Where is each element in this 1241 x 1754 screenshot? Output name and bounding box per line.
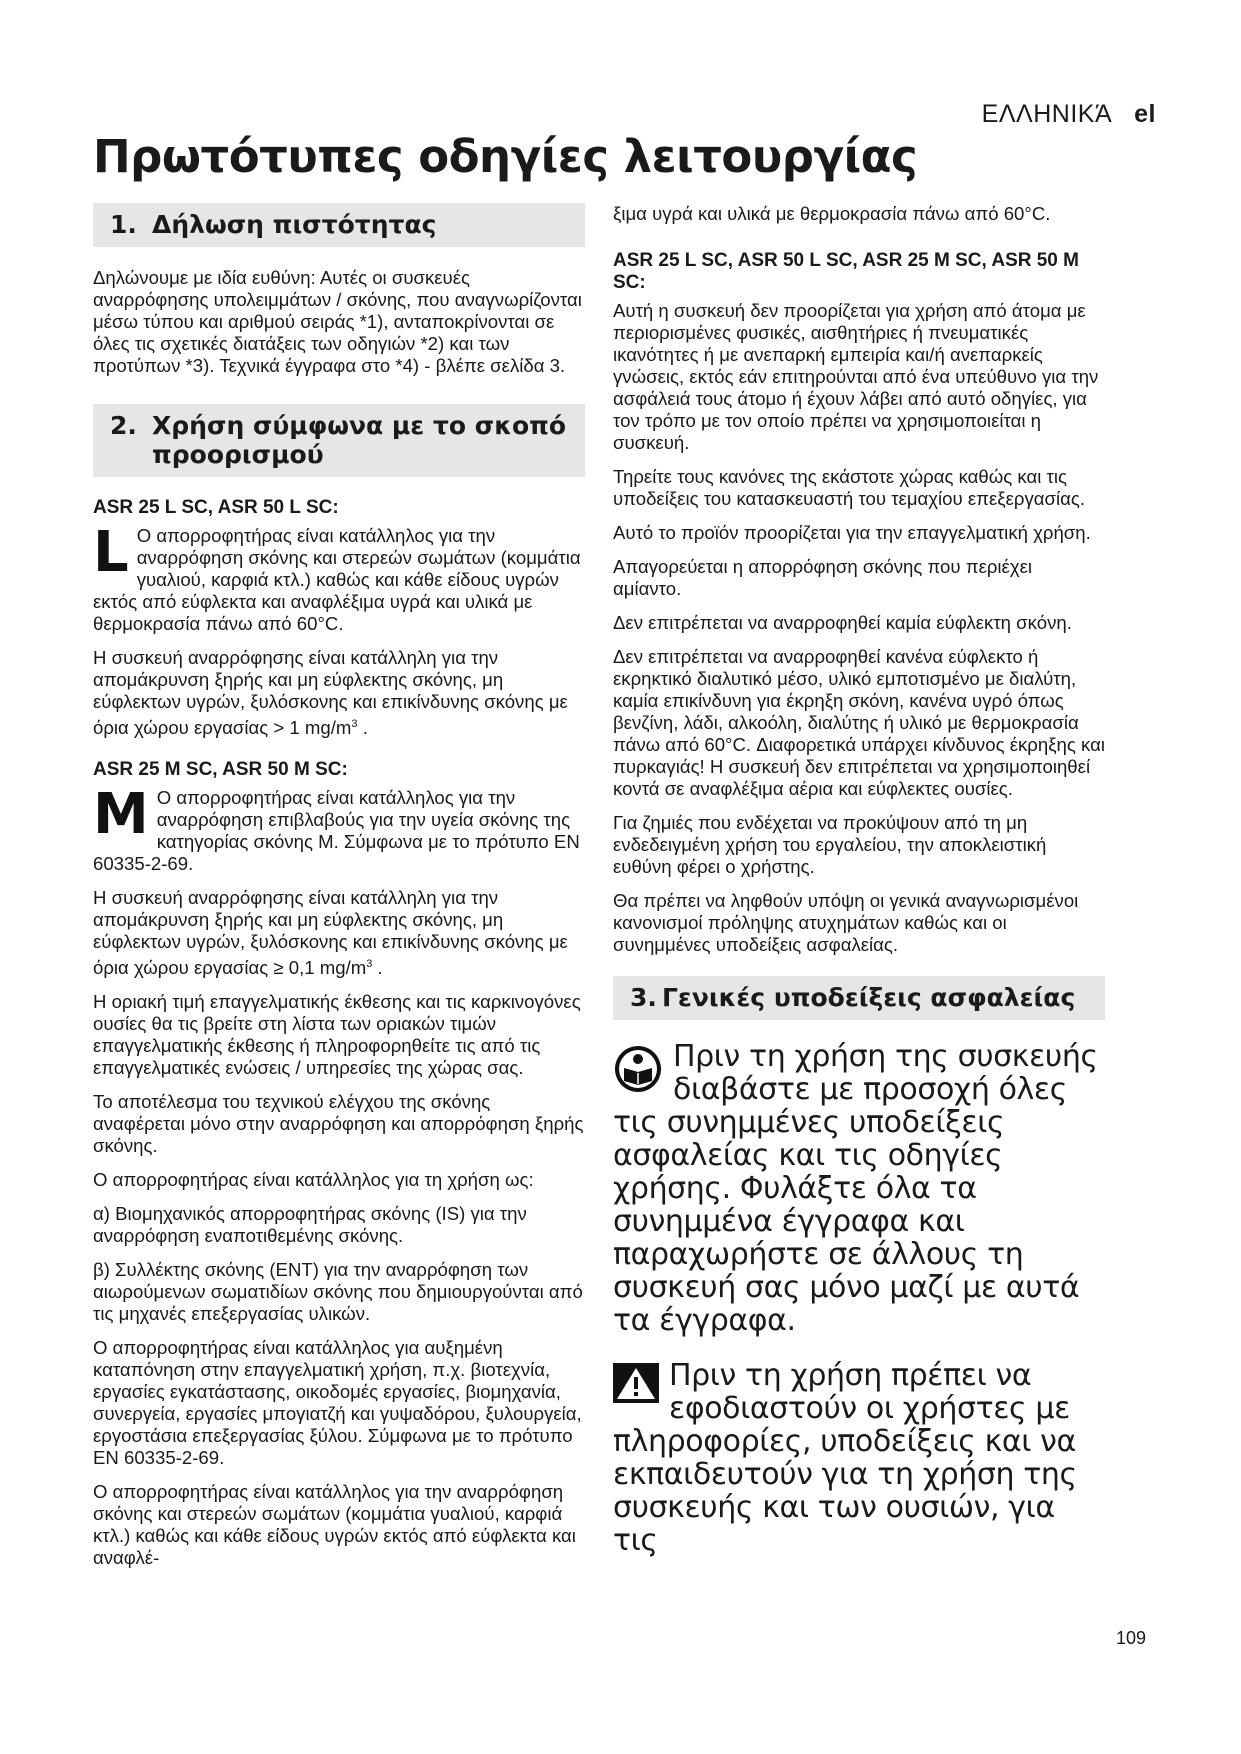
section-3-title: Γενικές υποδείξεις ασφαλείας [662, 983, 1076, 1012]
suitable-use-text: Ο απορροφητήρας είναι κατάλληλος για τη χρήση ως: [93, 1169, 534, 1191]
read-instructions-body: Πριν τη χρήση της συσκευής διαβάστε με προσοχή όλες τις συνημμένες υποδείξεις ασφαλείας και τις οδηγίες χρήσης. Φυλάξτε όλα τα συνημμένα έγγραφα και παραχωρήστε σε άλλους τη συσκευή σας μόνο μαζί με αυτά τα έγγραφα. [613, 1039, 1098, 1338]
section-2-title: Χρήση σύμφωνα με το σκοπό προορισμού [152, 411, 567, 469]
section-1-number: 1. [110, 210, 137, 239]
left-column [93, 203, 585, 1581]
professional-use-text: Αυτό το προϊόν προορίζεται για την επαγγελματική χρήση. [613, 522, 1091, 543]
section-3-heading [613, 976, 1105, 1020]
l-class-text [93, 520, 585, 635]
flammable-dust-text: Δεν επιτρέπεται να αναρροφηθεί καμία εύφλεκτη σκόνη. [613, 612, 1072, 633]
m-class-limits-end: . [372, 957, 383, 979]
section-2-heading [93, 404, 585, 477]
read-instructions-text [613, 1040, 1105, 1337]
m-class-heading: ASR 25 M SC, ASR 50 M SC: [93, 759, 348, 781]
section-1-heading [93, 203, 585, 247]
l-class-limits-end: . [357, 717, 368, 739]
l-class-limits-sup: 3 [351, 718, 358, 730]
declaration-text: Δηλώνουμε με ιδία ευθύνη: Αυτές οι συσκευές αναρρόφησης υπολειμμάτων / σκόνης, που αναγνωρίζονται μέσω τύπου και αριθμού σειράς *1), ανταποκρίνονται σε όλες τις σχετικές διατάξεις των οδηγιών *2) και των προτύπων *3). Τεχνικά έγγραφα στο *4) - βλέπε σελίδα 3. [93, 267, 582, 376]
m-class-desc: Ο απορροφητήρας είναι κατάλληλος για την αναρρόφηση επιβλαβούς για την υγεία σκόνης της κατηγορίας σκόνης Μ. Σύμφωνα με το πρότυπο EN 60335-2-69. [93, 787, 580, 875]
m-class-dropcap: M [93, 782, 149, 848]
page-title: Πρωτότυπες οδηγίες λειτουργίας [93, 130, 918, 183]
rules-text: Τηρείτε τους κανόνες της εκάστοτε χώρας καθώς και τις υποδείξεις του κατασκευαστή του τεμαχίου επεξεργασίας. [613, 466, 1085, 509]
section-1-title: Δήλωση πιστότητας [152, 210, 437, 239]
all-models-heading: ASR 25 L SC, ASR 50 L SC, ASR 25 M SC, ASR 50 M SC: [613, 250, 1079, 293]
heavy-use-text: Ο απορροφητήρας είναι κατάλληλος για αυξημένη καταπόνηση στην επαγγελματική χρήση, π.χ. βιοτεχνία, εργασίες εγκατάστασης, οικοδομές εργασίες, βιομηχανία, συνεργεία, εργασίες μπογιατζή και γυψαδόρου, ξυλουργεία, εργοστάσια επεξεργασίας ξύλου. Σύμφωνα με το πρότυπο EN 60335-2-69. [93, 1337, 582, 1469]
m-class-limits-sup: 3 [366, 958, 373, 971]
use-item-a: α) Βιομηχανικός απορροφητήρας σκόνης (IS) για την αναρρόφηση εναποτιθεμένης σκόνης. [93, 1203, 527, 1247]
m-class-text [93, 782, 585, 875]
asbestos-text: Απαγορεύεται η απορρόφηση σκόνης που περιέχει αμίαντο. [613, 556, 1033, 599]
explosive-text: Δεν επιτρέπεται να αναρροφηθεί κανένα εύφλεκτο ή εκρηκτικό διαλυτικό μέσο, υλικό εμποτισμένο με διαλύτη, καμία επικίνδυνη για έκρηξη σκόνη, κανένα υγρό όπως βενζίνη, λάδι, αλκοόλη, διαλύτης ή υλικό με θερμοκρασία πάνω από 60°C. Διαφορετικά υπάρχει κίνδυνος έκρηξης και πυρκαγιάς! Η συσκευή δεν επιτρέπεται να χρησιμοποιηθεί κοντά σε αναφλέξιμα αέρια και εύφλεκτες ουσίες. [613, 646, 1105, 799]
dust-test-text: Το αποτέλεσμα του τεχνικού ελέγχου της σκόνης αναφέρεται μόνο στην αναρρόφηση και απορρόφηση ξηρής σκόνης. [93, 1091, 584, 1157]
l-class-limits-main: Η συσκευή αναρρόφησης είναι κατάλληλη για την απομάκρυνση ξηρής και μη εύφλεκτης σκόνης, μη εύφλεκτων υγρών, ξυλόσκονης και επικίνδυνης σκόνης με όρια χώρου εργασίας > 1 mg/m [93, 647, 568, 739]
l-class-limits [93, 647, 585, 739]
solids-text: Ο απορροφητήρας είναι κατάλληλος για την αναρρόφηση σκόνης και στερεών σωμάτων (κομμάτια γυαλιού, καρφιά κτλ.) καθώς και κάθε είδους υγρών εκτός από εύφλεκτα και αναφλέ- [93, 1481, 576, 1569]
page-number: 109 [1116, 1628, 1147, 1648]
right-column [613, 203, 1105, 1579]
read-manual-icon [613, 1044, 663, 1101]
persons-text: Αυτή η συσκευή δεν προορίζεται για χρήση από άτομα με περιορισμένες φυσικές, αισθητήριες ή πνευματικές ικανότητες ή με ανεπαρκή εμπειρία και/ή ανεπαρκείς γνώσεις, εκτός εάν επιτηρούνται από ένα υπεύθυνο για την ασφάλειά τους άτομο ή έχουν λάβει από αυτό οδηγίες, για τον τρόπο με τον οποίο πρέπει να χρησιμοποιείται η συσκευή. [613, 300, 1099, 453]
use-item-b: β) Συλλέκτης σκόνης (ENT) για την αναρρόφηση των αιωρούμενων σωματιδίων σκόνης που δημιουργούνται από τις μηχανές επεξεργασίας υλικών. [93, 1259, 583, 1325]
training-body: Πριν τη χρήση πρέπει να εφοδιαστούν οι χρήστες με πληροφορίες, υποδείξεις και να εκπαιδευτούν για τη χρήση της συσκευής και των ουσιών, για τις [613, 1358, 1077, 1558]
training-text [613, 1359, 1105, 1557]
m-class-limits-main: Η συσκευή αναρρόφησης είναι κατάλληλη για την απομάκρυνση ξηρής και μη εύφλεκτης σκόνης, μη εύφλεκτων υγρών, ξυλόσκονης και επικίνδυνης σκόνης με όρια χώρου εργασίας ≥ 0,1 mg/m [93, 887, 568, 979]
exposure-limit-text: Η οριακή τιμή επαγγελματικής έκθεσης και τις καρκινογόνες ουσίες θα τις βρείτε στη λίστα των οριακών τιμών επαγγελματικής έκθεσης ή πληροφορηθείτε τις από τις επαγγελματικές ενώσεις / υπηρεσίες της χώρας σας. [93, 991, 581, 1079]
l-class-desc: Ο απορροφητήρας είναι κατάλληλος για την αναρρόφηση σκόνης και στερεών σωμάτων (κομμάτια γυαλιού, καρφιά κτλ.) καθώς και κάθε είδους υγρών εκτός από εύφλεκτα και αναφλέξιμα υγρά και υλικά με θερμοκρασία πάνω από 60°C. [93, 525, 581, 634]
language-indicator [982, 100, 1156, 129]
section-3-number: 3. [630, 983, 657, 1012]
continued-text: ξιμα υγρά και υλικά με θερμοκρασία πάνω από 60°C. [613, 203, 1051, 224]
section-2-number: 2. [110, 411, 137, 440]
damage-text: Για ζημιές που ενδέχεται να προκύψουν από τη μη ενδεδειγμένη χρήση του εργαλείου, την αποκλειστική ευθύνη φέρει ο χρήστης. [613, 812, 1047, 877]
l-class-dropcap: L [93, 520, 129, 585]
language-code: el [1134, 100, 1156, 128]
l-class-heading: ASR 25 L SC, ASR 50 L SC: [93, 497, 339, 518]
regulations-text: Θα πρέπει να ληφθούν υπόψη οι γενικά αναγνωρισμένοι κανονισμοί πρόληψης ατυχημάτων καθώς και οι συνημμένες υποδείξεις ασφαλείας. [613, 890, 1079, 955]
warning-icon [613, 1363, 659, 1410]
language-name: ΕΛΛΗΝΙΚΆ [981, 100, 1113, 128]
m-class-limits [93, 887, 585, 979]
